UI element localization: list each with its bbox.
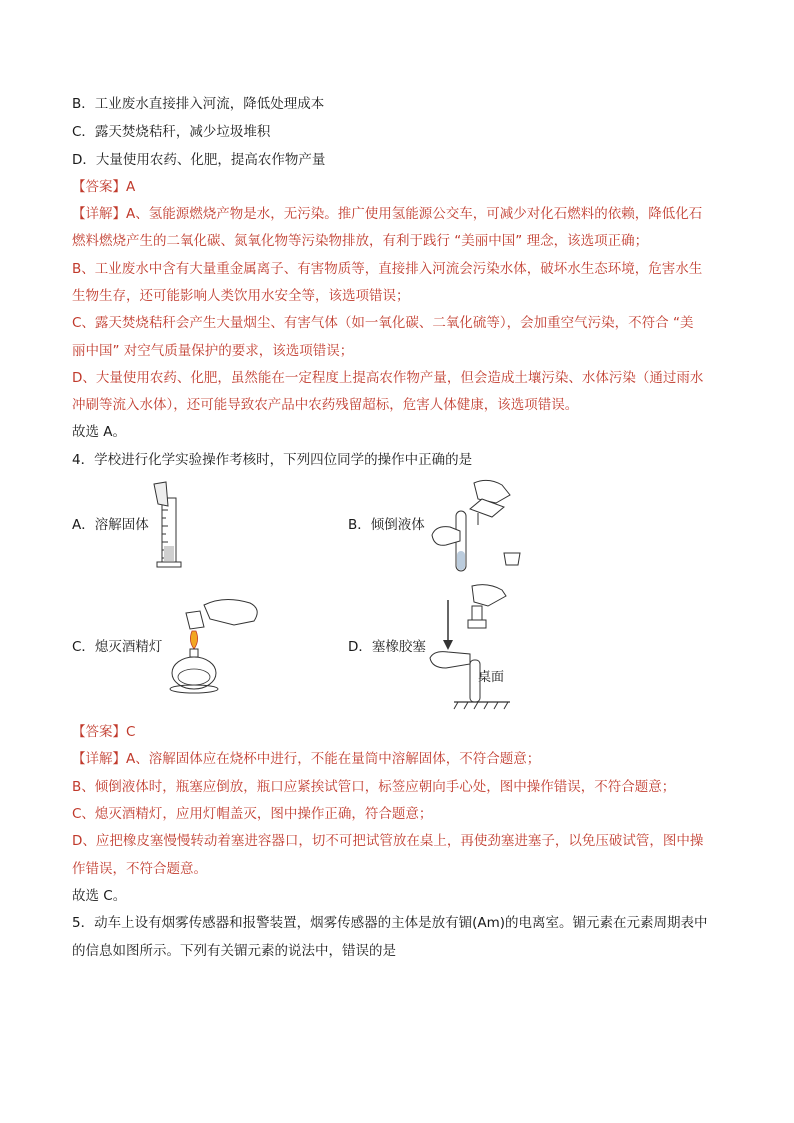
q3-answer-value: A [126,179,136,195]
q4-option-a: A．溶解固体 [72,517,149,533]
rubber-stopper-figure [424,582,549,712]
q3-option-b: B．工业废水直接排入河流，降低处理成本 [72,96,325,112]
q3-detail-label: 【详解】 [72,206,126,222]
q3-detail-line-8: 冲刷等流入水体），还可能导致农产品中农药残留超标，危害人体健康，该选项错误。 [72,397,579,413]
q4-detail-line-1 [72,749,540,769]
q4-option-b: B．倾倒液体 [348,517,425,533]
q4-detail-label: 【详解】 [72,751,126,767]
alcohol-lamp-figure [164,595,274,695]
q4-answer-label: 【答案】 [72,724,126,740]
q3-option-d: D．大量使用农药、化肥，提高农作物产量 [72,152,326,168]
q4-option-c: C．熄灭酒精灯 [72,639,163,655]
q3-option-c: C．露天焚烧秸秆，减少垃圾堆积 [72,124,271,140]
q5-stem-line-1: 5．动车上设有烟雾传感器和报警装置，烟雾传感器的主体是放有镅(Am)的电离室。镅元素在元素周期表中 [72,915,708,931]
q4-detail-line-5: 作错误，不符合题意。 [72,861,207,877]
q3-detail-line-6: 丽中国” 对空气质量保护的要求，该选项错误； [72,343,354,359]
q3-detail-line-1 [72,204,702,224]
q3-detail-line-2: 燃料燃烧产生的二氧化碳、氮氧化物等污染物排放，有利于践行 “美丽中国” 理念，该选项正确； [72,233,649,249]
graduated-cylinder-figure [152,480,192,572]
q4-detail-line-4: D、应把橡皮塞慢慢转动着塞进容器口，切不可把试管放在桌上，再使劲塞进塞子，以免压破试管，图中操 [72,833,704,849]
q4-detail-line-3: C、熄灭酒精灯，应用灯帽盖灭，图中操作正确，符合题意； [72,806,433,822]
q4-detail-text-1: A、溶解固体应在烧杯中进行，不能在量筒中溶解固体，不符合题意； [126,751,541,767]
q3-detail-line-4: 生物生存，还可能影响人类饮用水安全等，该选项错误； [72,288,410,304]
q3-detail-text-1: A、氢能源燃烧产物是水，无污染。推广使用氢能源公交车，可减少对化石燃料的依赖，降低化石 [126,206,703,222]
q4-conclusion: 故选 C。 [72,888,127,904]
desk-surface-label: 桌面 [478,670,505,685]
q3-detail-line-3: B、工业废水中含有大量重金属离子、有害物质等，直接排入河流会污染水体，破坏水生态环境，危害水生 [72,261,703,277]
q3-answer-label: 【答案】 [72,179,126,195]
q4-detail-line-2: B、倾倒液体时，瓶塞应倒放，瓶口应紧挨试管口，标签应朝向手心处，图中操作错误，不符合题意； [72,779,676,795]
q4-stem: 4．学校进行化学实验操作考核时，下列四位同学的操作中正确的是 [72,452,473,468]
q3-detail-line-5: C、露天焚烧秸秆会产生大量烟尘、有害气体（如一氧化碳、二氧化硫等），会加重空气污染，不符合 “美 [72,315,694,331]
q4-answer [72,722,135,742]
q4-option-d: D．塞橡胶塞 [348,639,426,655]
q4-answer-value: C [126,724,136,740]
q3-conclusion: 故选 A。 [72,424,127,440]
pouring-liquid-figure [426,477,536,575]
q3-detail-line-7: D、大量使用农药、化肥，虽然能在一定程度上提高农作物产量，但会造成土壤污染、水体污染（通过雨水 [72,370,704,386]
q3-answer [72,177,135,197]
q5-stem-line-2: 的信息如图所示。下列有关镅元素的说法中，错误的是 [72,943,396,959]
